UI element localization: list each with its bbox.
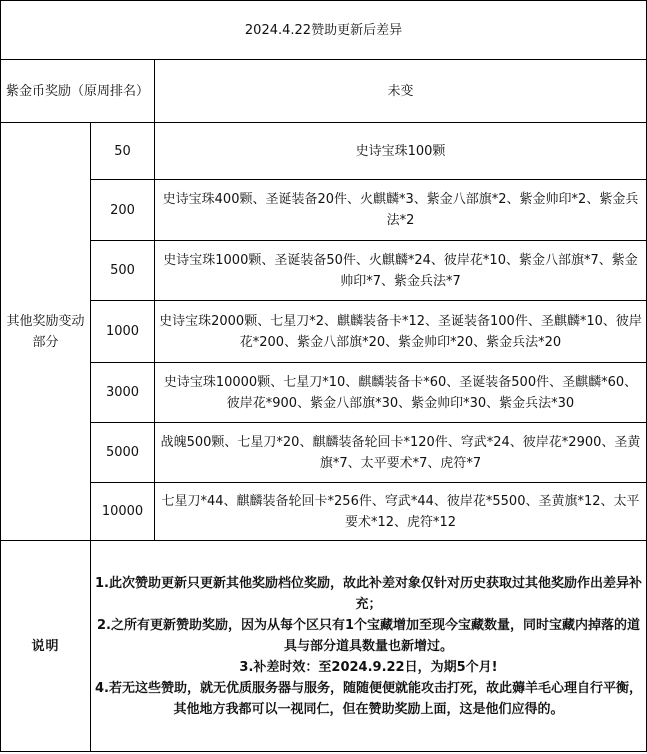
notes-heading: 说明: [1, 541, 91, 752]
table-row: [1, 123, 647, 180]
table-row: [1, 363, 647, 423]
tier-rewards: 史诗宝珠400颗、圣诞装备20件、火麒麟*3、紫金八部旗*2、紫金帅印*2、紫金兵法*2: [155, 180, 647, 241]
tier-rewards: 七星刀*44、麒麟装备轮回卡*256件、穹武*44、彼岸花*5500、圣黄旗*12、太平要术*12、虎符*12: [155, 483, 647, 541]
note-item-1: 1.此次赞助更新只更新其他奖励档位奖励，故此补差对象仅针对历史获取过其他奖励作出差异补充；: [95, 575, 642, 612]
tier-rewards: 战魄500颗、七星刀*20、麒麟装备轮回卡*120件、穹武*24、彼岸花*2900、圣黄旗*7、太平要术*7、虎符*7: [155, 423, 647, 483]
tier-rewards: 史诗宝珠10000颗、七星刀*10、麒麟装备卡*60、圣诞装备500件、圣麒麟*60、彼岸花*900、紫金八部旗*30、紫金帅印*30、紫金兵法*30: [155, 363, 647, 423]
note-item-4: 4.若无这些赞助，就无优质服务器与服务，随随便便就能攻击打死，故此薅羊毛心理自行平衡，其他地方我都可以一视同仁，但在赞助奖励上面，这是他们应得的。: [95, 680, 642, 717]
coin-reward-value: 未变: [155, 60, 647, 123]
table-row: [1, 301, 647, 363]
other-rewards-label: [1, 123, 91, 541]
tier-rewards: 史诗宝珠100颗: [155, 123, 647, 180]
tier-value: 5000: [91, 423, 155, 483]
other-rewards-label-line1: 其他奖励变动: [6, 313, 85, 329]
tier-rewards: 史诗宝珠1000颗、圣诞装备50件、火麒麟*24、彼岸花*10、紫金八部旗*7、紫金帅印*7、紫金兵法*7: [155, 241, 647, 301]
coin-reward-label: 紫金币奖励（原周排名）: [1, 60, 155, 123]
table-row: [1, 241, 647, 301]
tier-value: 3000: [91, 363, 155, 423]
title-row: [1, 1, 647, 60]
note-item-2: 2.之所有更新赞助奖励，因为从每个区只有1个宝藏增加至现今宝藏数量，同时宝藏内掉落的道具与部分道具数量也新增过。: [96, 617, 641, 654]
note-item-3: 3.补差时效：至2024.9.22日，为期5个月!: [239, 659, 498, 675]
table-row: [1, 423, 647, 483]
table-title: 2024.4.22赞助更新后差异: [1, 1, 647, 60]
tier-value: 500: [91, 241, 155, 301]
table-row: [1, 483, 647, 541]
table-row: [1, 180, 647, 241]
tier-value: 200: [91, 180, 155, 241]
coin-reward-row: [1, 60, 647, 123]
notes-row: [1, 541, 647, 752]
notes-body: [91, 541, 647, 752]
tier-value: 10000: [91, 483, 155, 541]
tier-rewards: 史诗宝珠2000颗、七星刀*2、麒麟装备卡*12、圣诞装备100件、圣麒麟*10、彼岸花*200、紫金八部旗*20、紫金帅印*20、紫金兵法*20: [155, 301, 647, 363]
tier-value: 50: [91, 123, 155, 180]
tier-value: 1000: [91, 301, 155, 363]
other-rewards-label-line2: 部分: [32, 334, 59, 350]
